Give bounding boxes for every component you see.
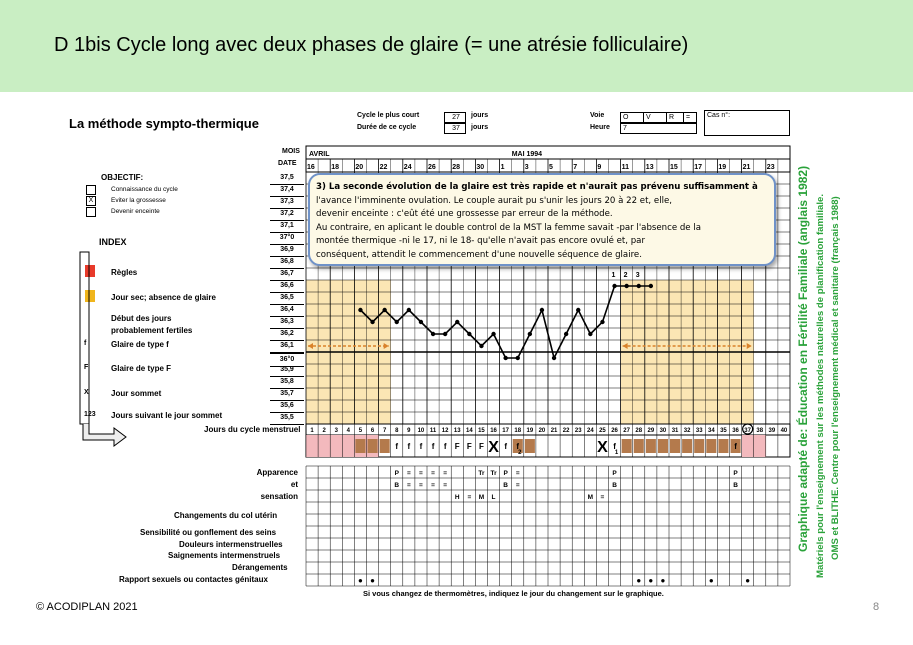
cycle-day-number: 10 [417,428,425,434]
col-label: Changements du col utérin [174,511,278,520]
cycle-day-number: 34 [708,428,715,434]
et-cell: = [515,482,520,489]
date-tick: 7 [573,164,578,171]
temperature-tick-label: 36,2 [270,328,304,341]
temperature-tick-label: 36,9 [270,244,304,257]
date-tick: 16 [307,164,315,171]
temperature-point [588,332,592,336]
cycle-day-number: 7 [382,428,387,434]
index-label: probablement fertiles [111,326,193,335]
cycle-day-number: 35 [720,428,727,434]
thermometer-note: Si vous changez de thermomètres, indiquez le jour du changement sur le graphique. [363,589,664,598]
cycle-day-number: 37 [744,428,751,434]
temperature-point [516,356,520,360]
seins-label: Sensibilité ou gonflement des seins [140,528,277,537]
temperature-tick-label: 36,3 [270,316,304,329]
cycle-day-number: 39 [768,428,776,434]
cycle-day-number: 19 [526,428,534,434]
derangements-label: Dérangements [232,563,288,572]
rapports-cell: ● [358,576,363,585]
temperature-point [540,308,544,312]
temperature-point [419,320,423,324]
sensation-cell: = [600,494,605,501]
temperature-tick-label: 35,9 [270,364,304,377]
temperature-tick-label: 37,2 [270,208,304,221]
callout-line-1: 3) La seconde évolution de la glaire est très rapide et n'aurait pas prévenu suffisamment à [316,182,758,192]
saignements-label: Saignements intermenstruels [168,551,281,560]
index-label: Glaire de type F [111,364,172,373]
shortest-cycle-unit: jours [471,112,489,119]
cycle-day-number: 5 [358,428,363,434]
page-number: 8 [873,601,880,613]
date-tick: 28 [452,164,460,171]
temperature-tick-label: 36°0 [270,352,304,367]
temperature-tick-label: 35,5 [270,412,304,425]
voie-r: R [666,112,684,123]
temperature-tick-label: 37°0 [270,232,304,245]
rapports-label: Rapport sexuels ou contactes génitaux [119,575,268,584]
dry-day-cell [706,439,716,453]
temperature-tick-label: 36,7 [270,268,304,281]
temperature-point [600,320,604,324]
temperature-point [395,320,399,324]
cycle-day-number: 17 [502,428,509,434]
objectif-title: OBJECTIF: [101,173,144,182]
post-peak-number: 3 [635,272,640,279]
date-tick: 13 [645,164,654,171]
temperature-point [576,308,580,312]
temperature-point [503,356,507,360]
temperature-point [358,308,362,312]
apparence-cell: = [419,470,423,477]
temperature-tick-label: 36,4 [270,304,304,317]
temperature-point [491,332,495,336]
index-symbol: 123 [84,411,96,418]
date-tick: 3 [524,164,529,171]
temperature-point [455,320,459,324]
sensation-cell: M [478,494,485,501]
rapports-cell: ● [660,576,666,585]
mois-label: MOIS [282,148,300,155]
cycle-day-number: 14 [466,428,473,434]
voie-eq: = [683,112,697,123]
dry-day-cell [694,439,704,453]
date-tick: 21 [742,164,751,171]
apparence-cell: = [515,470,520,477]
temperature-point [528,332,532,336]
rapports-cell: ● [745,576,751,585]
index-title: INDEX [99,237,127,247]
cycle-day-number: 33 [695,428,703,434]
cycle-day-number: 26 [611,428,618,434]
page-title: D 1bis Cycle long avec deux phases de glaire (= une atrésie folliculaire) [54,34,689,56]
et-cell: = [443,482,448,489]
et-cell: = [419,482,423,489]
temperature-point [649,284,653,288]
menstruation-cell [754,435,766,457]
mucus-sub: 1 [614,450,619,456]
temperature-tick-label: 37,5 [270,172,304,185]
objectif-label: Devenir enceinte [111,208,160,215]
index-label: Règles [111,268,138,277]
cycle-day-number: 30 [659,428,667,434]
cycle-day-number: 16 [490,428,497,434]
apparence-label: Apparence [256,468,298,477]
date-tick: 17 [694,164,702,171]
sensation-cell: M [587,494,594,501]
mucus-symbol: f [419,442,423,451]
dry-day-cell [682,439,692,453]
date-tick: 24 [403,164,412,171]
callout-line-6: conséquent, attendit le commencement d'une nouvelle séquence de glaire. [316,249,642,260]
heure-label: Heure [590,124,610,131]
month-may: MAI 1994 [511,151,543,158]
cycle-day-number: 27 [623,428,630,434]
menstruation-cell [306,435,318,457]
cycle-day-number: 4 [346,428,351,434]
source-line-2: Matériels pour l'enseignement sur les méthodes naturelles de planification familiale. [815,193,826,578]
index-label: Jour sommet [111,389,162,398]
temperature-point [467,332,471,336]
mucus-symbol: f [395,442,399,451]
menstruation-cell [342,435,354,457]
temperature-tick-label: 36,6 [270,280,304,293]
sensation-cell: = [467,494,472,501]
source-line-3: OMS et BLITHE. Centre pour l'enseignement médical et sanitaire (français 1988) [830,196,841,560]
source-line-1: Graphique adapté de: Éducation en Fértilité Familiale (anglais 1982) [796,165,810,552]
dry-day-cell [718,439,728,453]
temperature-point [564,332,568,336]
date-label: DATE [278,160,297,167]
temperature-point [443,332,447,336]
temperature-tick-label: 35,8 [270,376,304,389]
mucus-symbol: f [443,442,447,451]
explanation-callout [308,173,776,266]
et-cell: B [394,482,400,489]
cas-box: Cas n°: [704,110,790,136]
cycle-day-number: 29 [647,428,655,434]
rapports-cell: ● [636,576,642,585]
mucus-symbol: f [407,442,411,451]
dry-day-cell [525,439,535,453]
date-tick: 26 [428,164,436,171]
temperature-tick-label: 37,3 [270,196,304,209]
shortest-cycle-label: Cycle le plus court [357,112,420,119]
index-symbol: f [84,340,87,347]
voie-o: O [620,112,644,123]
apparence-cell: P [503,470,508,477]
date-tick: 9 [597,164,602,171]
objectif-label: Eviter la grossesse [111,197,166,204]
index-frame [80,252,89,424]
date-tick: 20 [355,164,364,171]
dry-day-cell [368,439,378,453]
temperature-tick-label: 35,7 [270,388,304,401]
cycle-day-number: 36 [732,428,739,434]
rapports-cell: ● [708,576,714,585]
dry-day-cell [658,439,668,453]
mucus-symbol: f [516,442,520,451]
cycle-day-number: 3 [334,428,338,434]
date-tick: 15 [670,164,678,171]
menstruation-cell [318,435,330,457]
et-cell: = [431,482,435,489]
mucus-symbol: F [479,442,484,451]
callout-line-5: montée thermique -ni le 17, ni le 18- qu'elle n'avait pas encore ovulé et, par [316,236,645,247]
heure-value: 7 [620,123,697,134]
rapports-cell: ● [648,576,654,585]
cycle-day-number: 15 [478,428,485,434]
dry-day-cell [634,439,644,453]
copyright: © ACODIPLAN 2021 [36,601,138,613]
temperature-point [552,356,556,360]
rapports-cell: ● [370,576,375,585]
temperature-tick-label: 35,6 [270,400,304,413]
cycle-day-number: 6 [370,428,375,434]
temperature-point [407,308,411,312]
index-label: Jours suivant le jour sommet [111,411,223,420]
mucus-symbol: f [431,442,435,451]
temperature-point [479,344,483,348]
cycle-day-label: Jours du cycle menstruel [204,425,301,434]
mucus-symbol: f [613,442,616,451]
cycle-day-number: 23 [574,428,582,434]
cycle-day-number: 8 [395,428,399,434]
sensation-cell: H [454,494,460,501]
index-label: Glaire de type f [111,340,169,349]
cycle-day-number: 21 [550,428,558,434]
cycle-day-number: 9 [407,428,411,434]
et-label: et [290,480,298,489]
et-cell: B [503,482,509,489]
mucus-symbol: f [504,442,507,451]
date-tick: 1 [500,164,505,171]
voie-label: Voie [590,112,605,119]
method-title: La méthode sympto-thermique [69,116,259,131]
cycle-day-number: 22 [562,428,570,434]
sensation-label: sensation [260,492,298,501]
date-tick: 11 [621,164,630,171]
index-label: Jour sec; absence de glaire [111,293,216,302]
temperature-tick-label: 36,8 [270,256,304,269]
cycle-day-number: 1 [310,428,314,434]
menstruation-cell [742,435,754,457]
apparence-cell: P [612,470,617,477]
cycle-duration-unit: jours [471,124,489,131]
cycle-day-number: 12 [441,428,449,434]
cycle-day-number: 28 [635,428,643,434]
mucus-symbol: X [488,439,499,456]
sensation-cell: L [491,494,496,501]
cycle-day-arrow [83,424,126,446]
mucus-symbol: f [734,442,737,451]
temperature-point [382,308,386,312]
index-symbol: F [84,364,89,371]
douleurs-label: Douleurs intermenstruelles [179,540,283,549]
date-tick: 23 [766,164,775,171]
apparence-cell: = [431,470,435,477]
mucus-symbol: X [597,439,608,456]
voie-v: V [643,112,667,123]
date-tick: 18 [331,164,339,171]
objectif-label: Connaissance du cycle [111,186,178,193]
date-tick: 22 [379,164,388,171]
et-cell: = [406,482,411,489]
temperature-point [431,332,435,336]
et-cell: B [612,482,617,489]
cycle-day-number: 31 [671,428,679,434]
apparence-cell: Tr [478,470,485,477]
callout-line-4: Au contraire, en aplicant le double control de la MST la femme savait -par l'absence de la [316,222,701,233]
cycle-day-number: 38 [756,428,764,434]
index-label: Début des jours [111,314,172,323]
apparence-cell: P [733,470,738,477]
cycle-day-number: 32 [683,428,691,434]
temperature-tick-label: 37,4 [270,184,304,197]
mucus-sub: 2 [518,450,522,456]
apparence-cell: Tr [490,470,497,477]
month-april: AVRIL [309,151,330,158]
cycle-day-number: 40 [780,428,788,434]
cycle-day-number: 20 [538,428,546,434]
cycle-day-number: 25 [599,428,606,434]
dry-day-cell [355,439,365,453]
dry-day-cell [646,439,656,453]
temperature-line [360,286,650,358]
et-cell: B [733,482,738,489]
shortest-cycle-value: 27 [444,112,466,123]
temperature-tick-label: 37,1 [270,220,304,233]
cycle-duration-label: Durée de ce cycle [357,124,417,131]
cycle-day-number: 2 [322,428,326,434]
dry-day-cell [380,439,390,453]
apparence-cell: = [443,470,448,477]
cycle-day-number: 18 [514,428,522,434]
mucus-symbol: F [454,442,460,451]
apparence-cell: = [406,470,411,477]
date-tick: 5 [549,164,553,171]
callout-line-2: l'avance l'imminente ovulation. Le couple aurait pu s'unir les jours 20 à 22 et, elle, [316,195,672,206]
menstruation-cell [330,435,342,457]
objectif-checkbox: X [86,196,96,206]
post-peak-number: 2 [623,272,628,279]
date-tick: 30 [476,164,485,171]
temperature-point [637,284,641,288]
dry-day-cell [622,439,632,453]
dry-day-cell [670,439,680,453]
apparence-cell: P [394,470,399,477]
temperature-point [612,284,616,288]
cycle-day-number: 24 [587,428,594,434]
temperature-point [624,284,628,288]
mucus-symbol: F [466,442,472,451]
callout-line-3: devenir enceinte : c'eût été une grossesse par erreur de la méthode. [316,209,613,220]
temperature-tick-label: 36,5 [270,292,304,305]
cycle-day-number: 11 [429,428,437,434]
temperature-tick-label: 36,1 [270,340,304,353]
temperature-point [370,320,374,324]
post-peak-number: 1 [611,272,616,279]
cycle-duration-value: 37 [444,123,466,134]
cycle-day-number: 13 [453,428,461,434]
index-symbol: X [84,389,89,396]
date-tick: 19 [718,164,727,171]
